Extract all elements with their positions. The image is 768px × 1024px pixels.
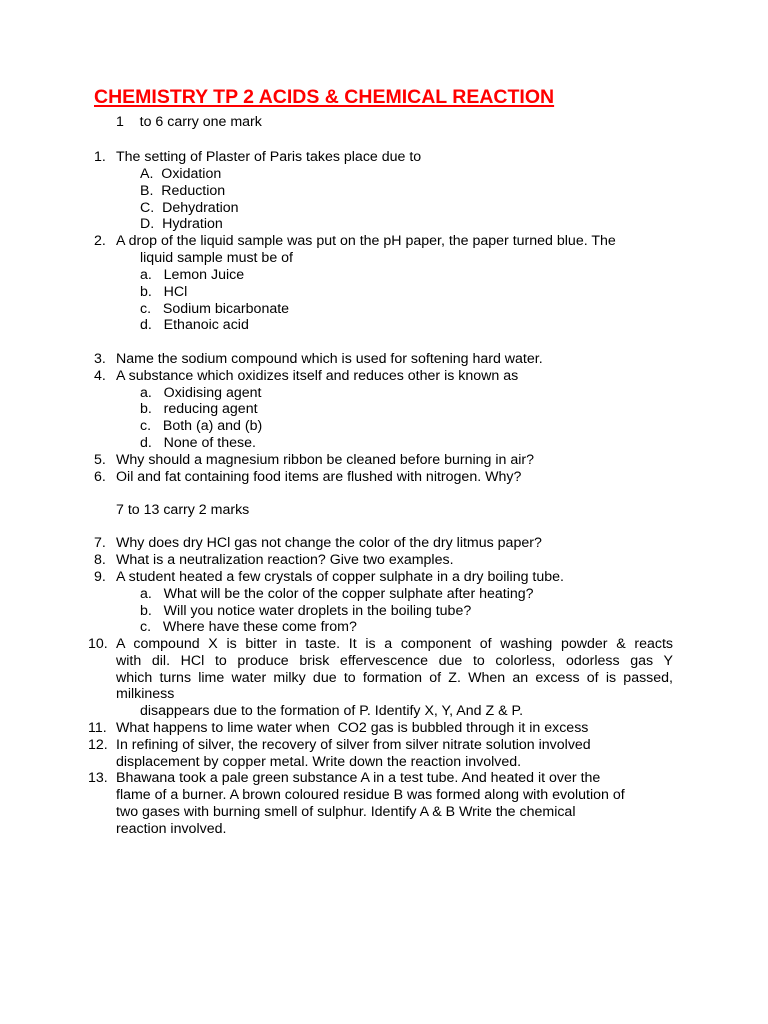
question-2-option-a: a. Lemon Juice [140,267,245,283]
question-4-option-c: c. Both (a) and (b) [140,418,263,434]
question-2-option-b: b. HCl [140,284,188,300]
page-title: CHEMISTRY TP 2 ACIDS & CHEMICAL REACTION [94,86,555,108]
question-12-text-line1: In refining of silver, the recovery of silver from silver nitrate solution involved [116,737,591,753]
question-4-option-d: d. None of these. [140,435,256,451]
question-1-option-a: A. Oxidation [140,166,222,182]
question-2-option-d: d. Ethanoic acid [140,317,249,333]
question-13-text-line2: flame of a burner. A brown coloured residue B was formed along with evolution of [116,787,625,803]
question-13-number: 13. [88,770,108,786]
question-8-text: What is a neutralization reaction? Give two examples. [116,552,454,568]
question-3-text: Name the sodium compound which is used for softening hard water. [116,351,543,367]
question-11-text: What happens to lime water when CO2 gas is bubbled through it in excess [116,720,589,736]
question-3-number: 3. [94,351,106,367]
question-2-number: 2. [94,233,106,249]
question-6-text: Oil and fat containing food items are flushed with nitrogen. Why? [116,469,522,485]
question-10-text-line5: disappears due to the formation of P. Identify X, Y, And Z & P. [140,703,524,719]
question-9-number: 9. [94,569,106,585]
question-1-text: The setting of Plaster of Paris takes place due to [116,149,422,165]
question-4-option-b: b. reducing agent [140,401,258,417]
question-5-text: Why should a magnesium ribbon be cleaned before burning in air? [116,452,534,468]
question-5-number: 5. [94,452,106,468]
question-1-option-d: D. Hydration [140,216,223,232]
question-10-text-line4: milkiness [116,686,175,702]
question-12-text-line2: displacement by copper metal. Write down the reaction involved. [116,754,522,770]
question-7-text: Why does dry HCl gas not change the color of the dry litmus paper? [116,535,542,551]
question-9-option-a: a. What will be the color of the copper sulphate after heating? [140,586,534,602]
question-2-option-c: c. Sodium bicarbonate [140,301,290,317]
question-10-number: 10. [88,636,108,652]
question-4-number: 4. [94,368,106,384]
question-10-text-line1: A compound X is bitter in taste. It is a component of washing powder & reacts [116,636,673,652]
question-12-number: 12. [88,737,108,753]
question-8-number: 8. [94,552,106,568]
question-9-option-c: c. Where have these come from? [140,619,357,635]
question-1-number: 1. [94,149,106,165]
question-9-option-b: b. Will you notice water droplets in the boiling tube? [140,603,472,619]
marks-note-1-6: 1 to 6 carry one mark [116,114,262,130]
marks-note-7-13: 7 to 13 carry 2 marks [116,502,250,518]
question-4-text: A substance which oxidizes itself and reduces other is known as [116,368,519,384]
question-6-number: 6. [94,469,106,485]
question-10-text-line3: which turns lime water milky due to formation of Z. When an excess of is passed, [116,670,673,686]
question-1-option-b: B. Reduction [140,183,226,199]
question-7-number: 7. [94,535,106,551]
question-2-text-line2: liquid sample must be of [140,250,293,266]
question-11-number: 11. [88,720,107,736]
question-2-text-line1: A drop of the liquid sample was put on the pH paper, the paper turned blue. The [116,233,616,249]
question-1-option-c: C. Dehydration [140,200,239,216]
question-13-text-line4: reaction involved. [116,821,227,837]
question-10-text-line2: with dil. HCl to produce brisk effervescence due to colorless, odorless gas Y [116,653,673,669]
question-13-text-line3: two gases with burning smell of sulphur. Identify A & B Write the chemical [116,804,576,820]
question-13-text-line1: Bhawana took a pale green substance A in a test tube. And heated it over the [116,770,601,786]
question-4-option-a: a. Oxidising agent [140,385,262,401]
question-9-text: A student heated a few crystals of copper sulphate in a dry boiling tube. [116,569,564,585]
